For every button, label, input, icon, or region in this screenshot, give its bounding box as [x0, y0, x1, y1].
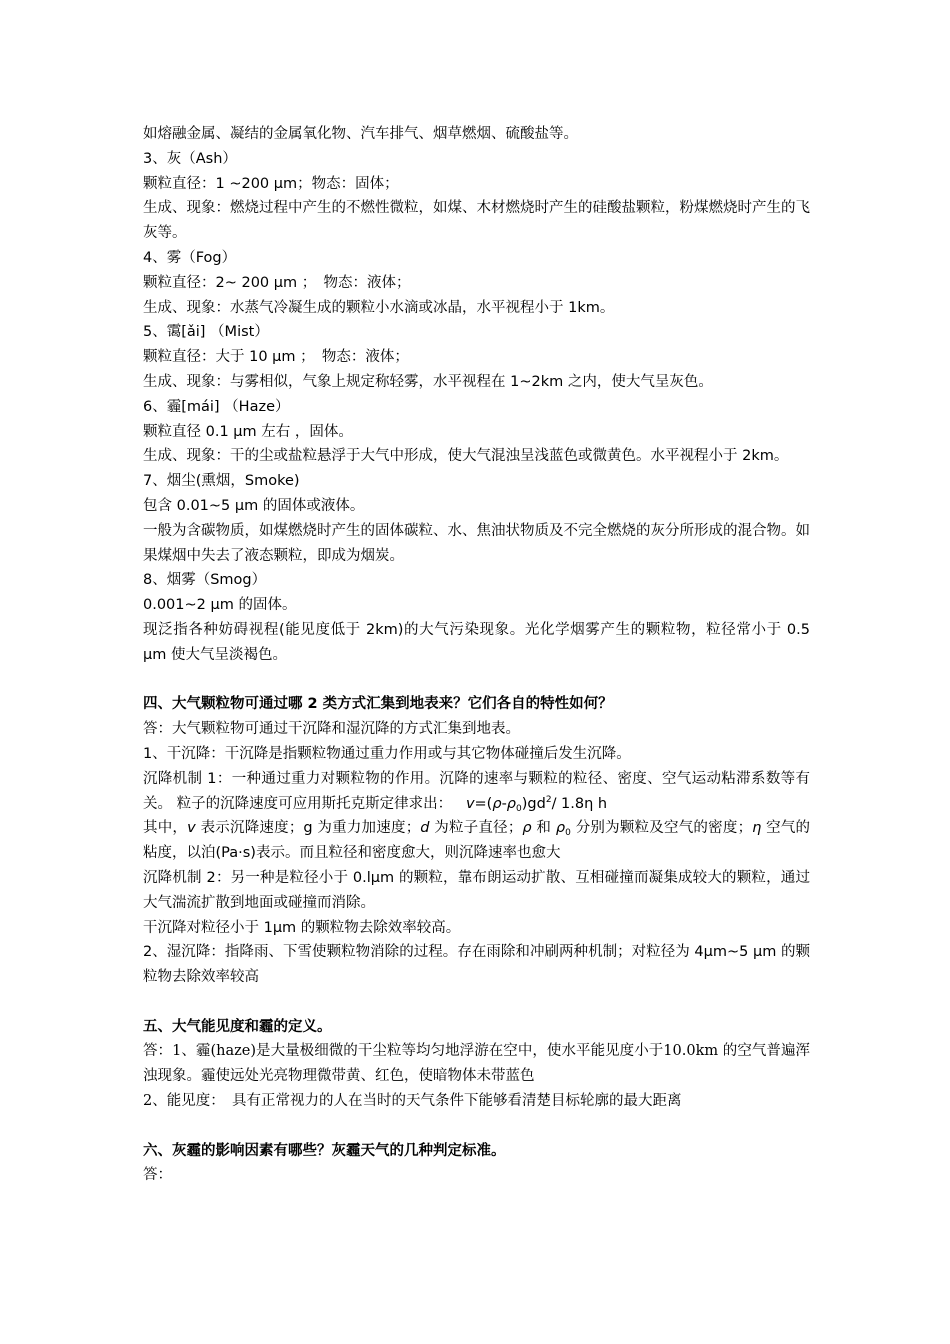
stokes-formula: $v=(\rho-\rho_0)gd^2/$ 1.8η h [465, 794, 608, 814]
paragraph: 1、干沉降：干沉降是指颗粒物通过重力作用或与其它物体碰撞后发生沉降。 [143, 745, 631, 762]
paragraph: 一般为含碳物质，如煤燃烧时产生的固体碳粒、水、焦油状物质及不完全燃烧的灰分所形成的混合物。如果煤烟中失去了液态颗粒，即成为烟炭。 [143, 522, 810, 564]
mechanism-1-text: 沉降机制 1：一种通过重力对颗粒物的作用。沉降的速率与颗粒的粒径、密度、空气运动粘滞系数等有关。 粒子的沉降速度可应用斯托克斯定律求出： [143, 770, 810, 812]
item-heading-ash: 3、灰（Ash） [143, 150, 237, 167]
paragraph: 0.001~2 μm 的固体。 [143, 597, 297, 614]
item-heading-haze: 6、霾[mái] （Haze） [143, 398, 290, 415]
section-heading-5: 五、大气能见度和霾的定义。 [143, 1018, 332, 1035]
paragraph: 干沉降对粒径小于 1μm 的颗粒物去除效率较高。 [143, 919, 461, 936]
paragraph: 答：大气颗粒物可通过干沉降和湿沉降的方式汇集到地表。 [143, 721, 520, 738]
paragraph: 颗粒直径：大于 10 μm ； 物态：液体； [143, 349, 409, 366]
item-heading-fog: 4、雾（Fog） [143, 249, 237, 266]
paragraph: 生成、现象：干的尘或盐粒悬浮于大气中形成，使大气混浊呈浅蓝色或微黄色。水平视程小于 2km。 [143, 448, 789, 465]
paragraph: 生成、现象：与雾相似，气象上规定称轻雾，水平视程在 1~2km 之内，使大气呈灰色。 [143, 373, 713, 390]
paragraph-answer: 答： [143, 1167, 172, 1184]
paragraph-mechanism-2: 沉降机制 2：另一种是粒径小于 0.lμm 的颗粒，靠布朗运动扩散、互相碰撞而凝集成较大的颗粒，通过大气湍流扩散到地面或碰撞而消除。 [143, 869, 810, 911]
paragraph: 颗粒直径 0.1 μm 左右 ，固体。 [143, 423, 353, 440]
paragraph: 包含 0.01~5 μm 的固体或液体。 [143, 497, 365, 514]
paragraph-haze-definition: 答：1、霾(haze)是大量极细微的干尘粒等均匀地浮游在空中，使水平能见度小于10.0km 的空气普遍浑浊现象。霾使远处光亮物理微带黄、红色，使暗物体未带蓝色 [143, 1043, 810, 1085]
item-heading-smoke: 7、烟尘(熏烟，Smoke) [143, 473, 300, 490]
paragraph: 现泛指各种妨碍视程(能见度低于 2km)的大气污染现象。光化学烟雾产生的颗粒物，粒径常小于 0.5 μm 使大气呈淡褐色。 [143, 621, 810, 663]
paragraph-variables: 其中，v 表示沉降速度；g 为重力加速度；d 为粒子直径；ρ 和 $\rho_0$ 分别为颗粒及空气的密度；η 空气的粘度，以泊(Pa·s)表示。而且粒径和密度愈大，则沉降速率也愈大 [143, 820, 811, 862]
paragraph: 颗粒直径：1 ~200 μm；物态：固体； [143, 175, 399, 192]
paragraph: 生成、现象：水蒸气冷凝生成的颗粒小水滴或冰晶，水平视程小于 1km。 [143, 299, 615, 316]
paragraph-visibility-definition: 2、能见度： 具有正常视力的人在当时的天气条件下能够看清楚目标轮廓的最大距离 [143, 1093, 682, 1110]
paragraph: 如熔融金属、凝结的金属氧化物、汽车排气、烟草燃烟、硫酸盐等。 [143, 126, 578, 142]
section-heading-6: 六、灰霾的影响因素有哪些？灰霾天气的几种判定标准。 [143, 1142, 506, 1159]
paragraph: 生成、现象：燃烧过程中产生的不燃性微粒，如煤、木材燃烧时产生的硅酸盐颗粒，粉煤燃烧时产生的飞灰等。 [143, 200, 810, 242]
section-heading-4: 四、大气颗粒物可通过哪 2 类方式汇集到地表来？它们各自的特性如何？ [143, 696, 613, 713]
paragraph-wet-deposition: 2、湿沉降：指降雨、下雪使颗粒物消除的过程。存在雨除和冲刷两种机制；对粒径为 4μm~5 μm 的颗粒物去除效率较高 [143, 944, 810, 986]
item-heading-smog: 8、烟雾（Smog） [143, 572, 267, 589]
paragraph-mechanism-1 [143, 767, 810, 817]
document-page [143, 122, 810, 1188]
paragraph: 颗粒直径：2~ 200 μm ； 物态：液体； [143, 274, 411, 291]
item-heading-mist: 5、霭[ǎi] （Mist） [143, 324, 269, 341]
